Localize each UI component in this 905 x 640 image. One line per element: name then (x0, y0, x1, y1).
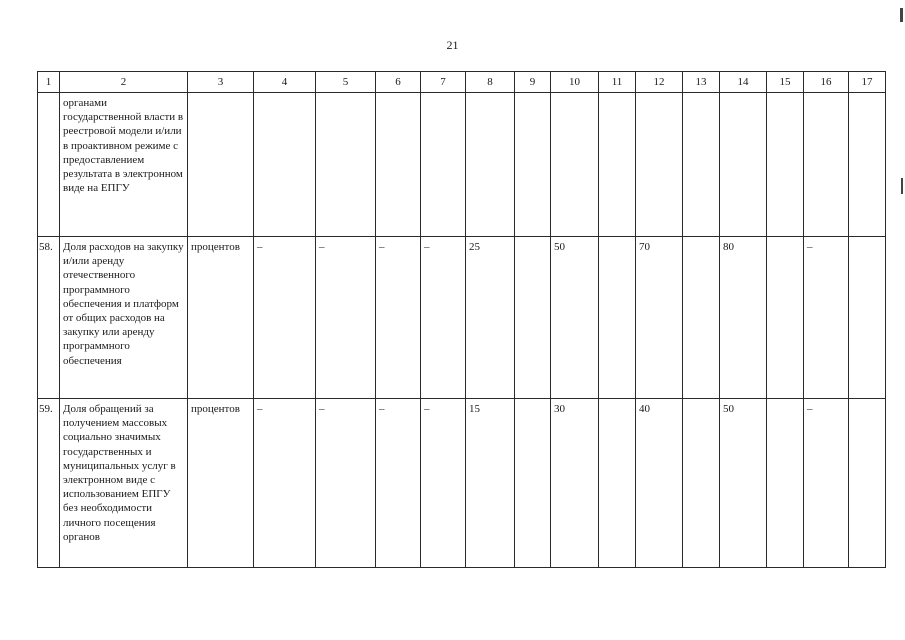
value-cell (599, 399, 636, 568)
value-cell (767, 237, 804, 399)
header-cell: 8 (466, 72, 515, 93)
scan-edge-mark (900, 8, 903, 22)
value-cell (254, 93, 316, 237)
value-cell (515, 237, 551, 399)
header-cell: 6 (376, 72, 421, 93)
header-cell: 15 (767, 72, 804, 93)
unit-cell: процентов (188, 237, 254, 399)
header-row (38, 72, 886, 93)
value-cell: – (316, 237, 376, 399)
header-cell: 10 (551, 72, 599, 93)
scan-edge-mark (901, 178, 903, 194)
page-number: 21 (446, 38, 459, 52)
value-cell: 50 (551, 237, 599, 399)
value-cell: 70 (636, 237, 683, 399)
table-row (38, 399, 886, 568)
value-cell: – (804, 237, 849, 399)
header-cell: 7 (421, 72, 466, 93)
value-cell (849, 93, 886, 237)
table-row (38, 237, 886, 399)
header-cell: 14 (720, 72, 767, 93)
value-cell: 30 (551, 399, 599, 568)
value-cell: – (421, 399, 466, 568)
value-cell: 50 (720, 399, 767, 568)
value-cell (599, 237, 636, 399)
value-cell: – (254, 399, 316, 568)
value-cell (767, 93, 804, 237)
value-cell: – (421, 237, 466, 399)
value-cell (599, 93, 636, 237)
value-cell (515, 399, 551, 568)
value-cell (720, 93, 767, 237)
value-cell (767, 399, 804, 568)
value-cell: 25 (466, 237, 515, 399)
header-cell: 1 (38, 72, 60, 93)
header-cell: 12 (636, 72, 683, 93)
value-cell (421, 93, 466, 237)
value-cell (683, 237, 720, 399)
value-cell (804, 93, 849, 237)
row-number-cell: 58. (38, 237, 60, 399)
value-cell (683, 93, 720, 237)
value-cell: – (376, 399, 421, 568)
value-cell (515, 93, 551, 237)
header-cell: 3 (188, 72, 254, 93)
value-cell (683, 399, 720, 568)
indicator-name-cell: Доля расходов на закупку и/или аренду отечественного программного обеспечения и платформ от общих расходов на закупку или аренду программного обеспечения (60, 237, 188, 399)
value-cell: 40 (636, 399, 683, 568)
header-cell: 4 (254, 72, 316, 93)
value-cell (551, 93, 599, 237)
header-cell: 17 (849, 72, 886, 93)
value-cell: 80 (720, 237, 767, 399)
value-cell: 15 (466, 399, 515, 568)
header-cell: 11 (599, 72, 636, 93)
indicator-name-cell: органами государственной власти в реестровой модели и/или в проактивном режиме с предоставлением результата в электронном виде на ЕПГУ (60, 93, 188, 237)
value-cell: – (254, 237, 316, 399)
value-cell (849, 399, 886, 568)
value-cell (849, 237, 886, 399)
row-number-cell: 59. (38, 399, 60, 568)
value-cell: – (804, 399, 849, 568)
indicators-table (37, 71, 886, 568)
table-row (38, 93, 886, 237)
header-cell: 9 (515, 72, 551, 93)
value-cell (466, 93, 515, 237)
header-cell: 5 (316, 72, 376, 93)
header-cell: 16 (804, 72, 849, 93)
value-cell: – (376, 237, 421, 399)
row-number-cell (38, 93, 60, 237)
value-cell (316, 93, 376, 237)
value-cell (376, 93, 421, 237)
header-cell: 2 (60, 72, 188, 93)
value-cell: – (316, 399, 376, 568)
header-cell: 13 (683, 72, 720, 93)
value-cell (636, 93, 683, 237)
indicator-name-cell: Доля обращений за получением массовых социально значимых государственных и муниципальных услуг в электронном виде с использованием ЕПГУ без необходимости личного посещения органов (60, 399, 188, 568)
unit-cell (188, 93, 254, 237)
unit-cell: процентов (188, 399, 254, 568)
